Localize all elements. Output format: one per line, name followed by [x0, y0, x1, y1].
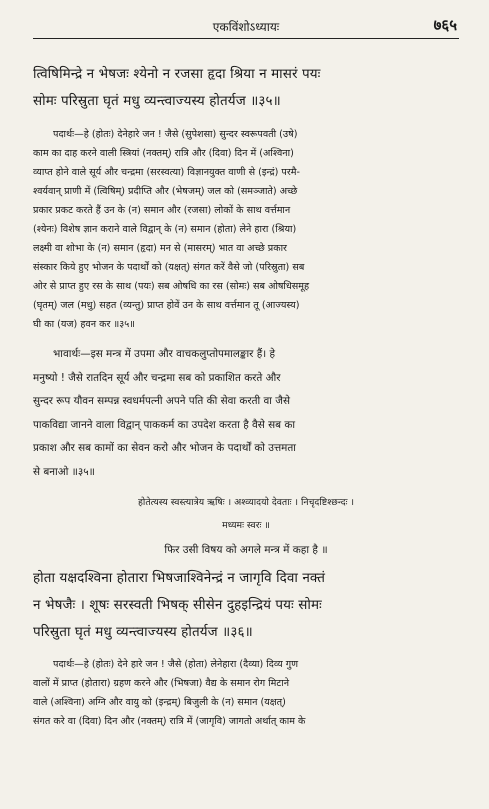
padartha-line: श्वर्यवान् प्राणी में (त्विषिम्) प्रदीप्ति और (भेषजम्) जल को (समञ्जाते) अच्छे: [33, 186, 298, 197]
padartha-line: पदार्थः—हे (होतः) देनेहारे जन ! जैसे (सुपेशसा) सुन्दर स्वरूपवती (उषे): [53, 129, 298, 140]
padartha-35: [33, 125, 459, 334]
rishi-devata-chhanda: होतेत्यस्य स्वस्त्यात्रेय ऋषिः । अश्व्यादयो देवताः । निचृदष्टिश्छन्दः ।: [138, 497, 354, 508]
mantra-line: त्विषिमिन्द्रे न भेषजः श्येनो न रजसा हृदा श्रिया न मासरं पयः: [33, 66, 321, 82]
mantra-line: न भेषजैः । शूषः सरस्वती भिषक् सीसेन दुहइन्द्रियं पयः सोमः: [33, 597, 322, 613]
padartha-line: (घृतम्) जल (मधु) सहत (व्यन्तु) प्राप्त होवें उन के साथ वर्त्तमान तू (आज्यस्य): [33, 300, 300, 311]
page-number: ७६५: [433, 16, 457, 34]
mantra-line: सोमः परिस्रुता घृतं मधु व्यन्त्वाज्यस्य होतर्यज ॥३५॥: [33, 93, 281, 109]
mantra-35: [33, 61, 459, 115]
chapter-title: एकविंशोऽध्यायः: [212, 20, 280, 34]
padartha-line: घी का (यज) हवन कर ॥३५॥: [33, 319, 135, 330]
header-rule: [33, 38, 459, 39]
mantra-line: परिस्रुता घृतं मधु व्यन्त्वाज्यस्य होतर्यज ॥३६॥: [33, 624, 253, 640]
bhavartha-line: से बनाओ ॥३५॥: [33, 465, 95, 478]
padartha-line: वालों में प्राप्त (होतारा) ग्रहण करने और (भिषजा) वैद्य के समान रोग मिटाने: [33, 678, 290, 689]
context-note: फिर उसी विषय को अगले मन्त्र में कहा है ॥: [164, 544, 328, 556]
bhavartha-line: भावार्थः—इस मन्त्र में उपमा और वाचकलुप्तोपमालङ्कार हैं। हे: [53, 348, 276, 360]
page-header: [33, 10, 459, 40]
bhavartha-line: मनुष्यो ! जैसे रातदिन सूर्य और चन्द्रमा सब को प्रकाशित करते और: [33, 371, 281, 384]
bhavartha-line: सुन्दर रूप यौवन सम्पन्न स्वधर्मपत्नी अपने पति की सेवा करती वा जैसे: [33, 395, 291, 407]
padartha-line: (श्येनः) विशेष ज्ञान कराने वाले विद्वान् के (न) समान (होता) लेने हारा (श्रिया): [33, 224, 297, 235]
mantra-36: [33, 565, 459, 646]
padartha-line: वाले (अश्विना) अग्नि और वायु को (इन्द्रम्) बिजुली के (न) समान (यक्षत्): [33, 697, 286, 708]
padartha-line: संगत करे वा (दिवा) दिन और (नक्तम्) रात्रि में (जागृवि) जागतो अर्थात् काम के: [33, 716, 306, 727]
mantra-metadata: [33, 493, 459, 535]
padartha-line: प्रकार प्रकट करते हैं उन के (न) समान और (रजसा) लोकों के साथ वर्त्तमान: [33, 205, 291, 216]
padartha-line: लक्ष्मी वा शोभा के (न) समान (हृदा) मन से (मासरम्) भात वा अच्छे प्रकार: [33, 243, 287, 254]
padartha-line: पदार्थः—हे (होतः) देने हारे जन ! जैसे (होता) लेनेहारा (दैव्या) दिव्य गुण: [53, 659, 299, 670]
padartha-line: काम का दाह करने वाली स्त्रियां (नक्तम्) रात्रि और (दिवा) दिन में (अश्विना): [33, 148, 294, 159]
svara: मध्यमः स्वरः ॥: [222, 520, 270, 531]
padartha-36: [33, 655, 459, 731]
bhavartha-35: [33, 343, 459, 484]
padartha-line: व्याप्त होने वाले सूर्य और चन्द्रमा (सरस्वत्या) विज्ञानयुक्त वाणी से (इन्द्रं) परमै-: [33, 167, 300, 178]
padartha-line: ओर से प्राप्त हुए रस के साथ (पयः) सब ओषधि का रस (सोमः) सब ओषधिसमूह: [33, 281, 310, 292]
mantra-line: होता यक्षदश्विना होतारा भिषजाश्विनेन्द्रं न जागृवि दिवा नक्तं: [33, 570, 326, 586]
bhavartha-line: पाकविद्या जानने वाला विद्वान् पाककर्म का उपदेश करता है वैसे सब का: [33, 418, 296, 431]
padartha-line: संस्कार किये हुए भोजन के पदार्थों को (यक्षत्) संगत करें वैसे जो (परिस्रुता) सब: [33, 262, 305, 273]
bhavartha-line: प्रकाश और सब कामों का सेवन करो और भोजन के पदार्थों को उत्तमता: [33, 442, 296, 454]
